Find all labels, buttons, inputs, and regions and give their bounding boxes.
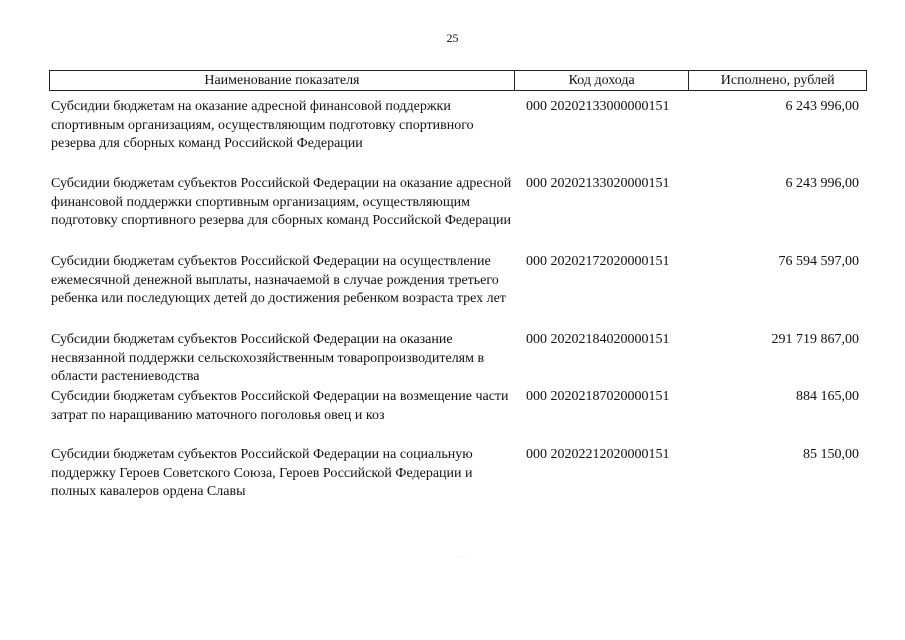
row-name: Субсидии бюджетам субъектов Российской Федерации на оказание несвязанной поддержки сельскохозяйственным товаропроизводителям в области растениеводства — [51, 332, 485, 384]
row-amount: 85 150,00 — [803, 447, 859, 462]
row-code: 000 20202187020000151 — [526, 389, 670, 404]
row-code: 000 20202133020000151 — [526, 176, 670, 191]
table-row — [49, 331, 867, 387]
table-row — [49, 388, 867, 425]
row-name: Субсидии бюджетам субъектов Российской Федерации на социальную поддержку Героев Советского Союза, Героев Российской Федерации и полных кавалеров ордена Славы — [51, 447, 473, 499]
row-name: Субсидии бюджетам субъектов Российской Федерации на оказание адресной финансовой поддержки спортивным организациям, осуществляющим подготовку спортивного резерва для сборных команд Российской Федерации — [51, 176, 512, 228]
row-amount: 6 243 996,00 — [785, 99, 859, 114]
table-row — [49, 98, 867, 154]
table-row — [49, 253, 867, 309]
row-amount: 76 594 597,00 — [778, 254, 859, 269]
row-amount: 884 165,00 — [796, 389, 859, 404]
row-code: 000 20202133000000151 — [526, 99, 670, 114]
table-row — [49, 446, 867, 502]
revenue-table — [49, 70, 867, 499]
row-name: Субсидии бюджетам на оказание адресной финансовой поддержки спортивным организациям, осуществляющим подготовку спортивного резерва для сборных команд Российской Федерации — [51, 99, 474, 151]
row-code: 000 20202172020000151 — [526, 254, 670, 269]
table-header — [49, 70, 867, 91]
row-code: 000 20202184020000151 — [526, 332, 670, 347]
scan-artifact: · · — [458, 553, 466, 562]
row-name: Субсидии бюджетам субъектов Российской Федерации на осуществление ежемесячной денежной выплаты, назначаемой в случае рождения третьего ребенка или последующих детей до достижения ребенком возраста трех лет — [51, 254, 506, 306]
table-row — [49, 175, 867, 231]
row-code: 000 20202212020000151 — [526, 447, 670, 462]
header-amount: Исполнено, рублей — [688, 71, 866, 90]
row-amount: 6 243 996,00 — [785, 176, 859, 191]
header-code: Код дохода — [514, 71, 689, 90]
row-name: Субсидии бюджетам субъектов Российской Федерации на возмещение части затрат по наращиванию маточного поголовья овец и коз — [51, 389, 509, 423]
header-name: Наименование показателя — [204, 72, 360, 88]
page-number: 25 — [446, 31, 459, 45]
row-amount: 291 719 867,00 — [771, 332, 859, 347]
